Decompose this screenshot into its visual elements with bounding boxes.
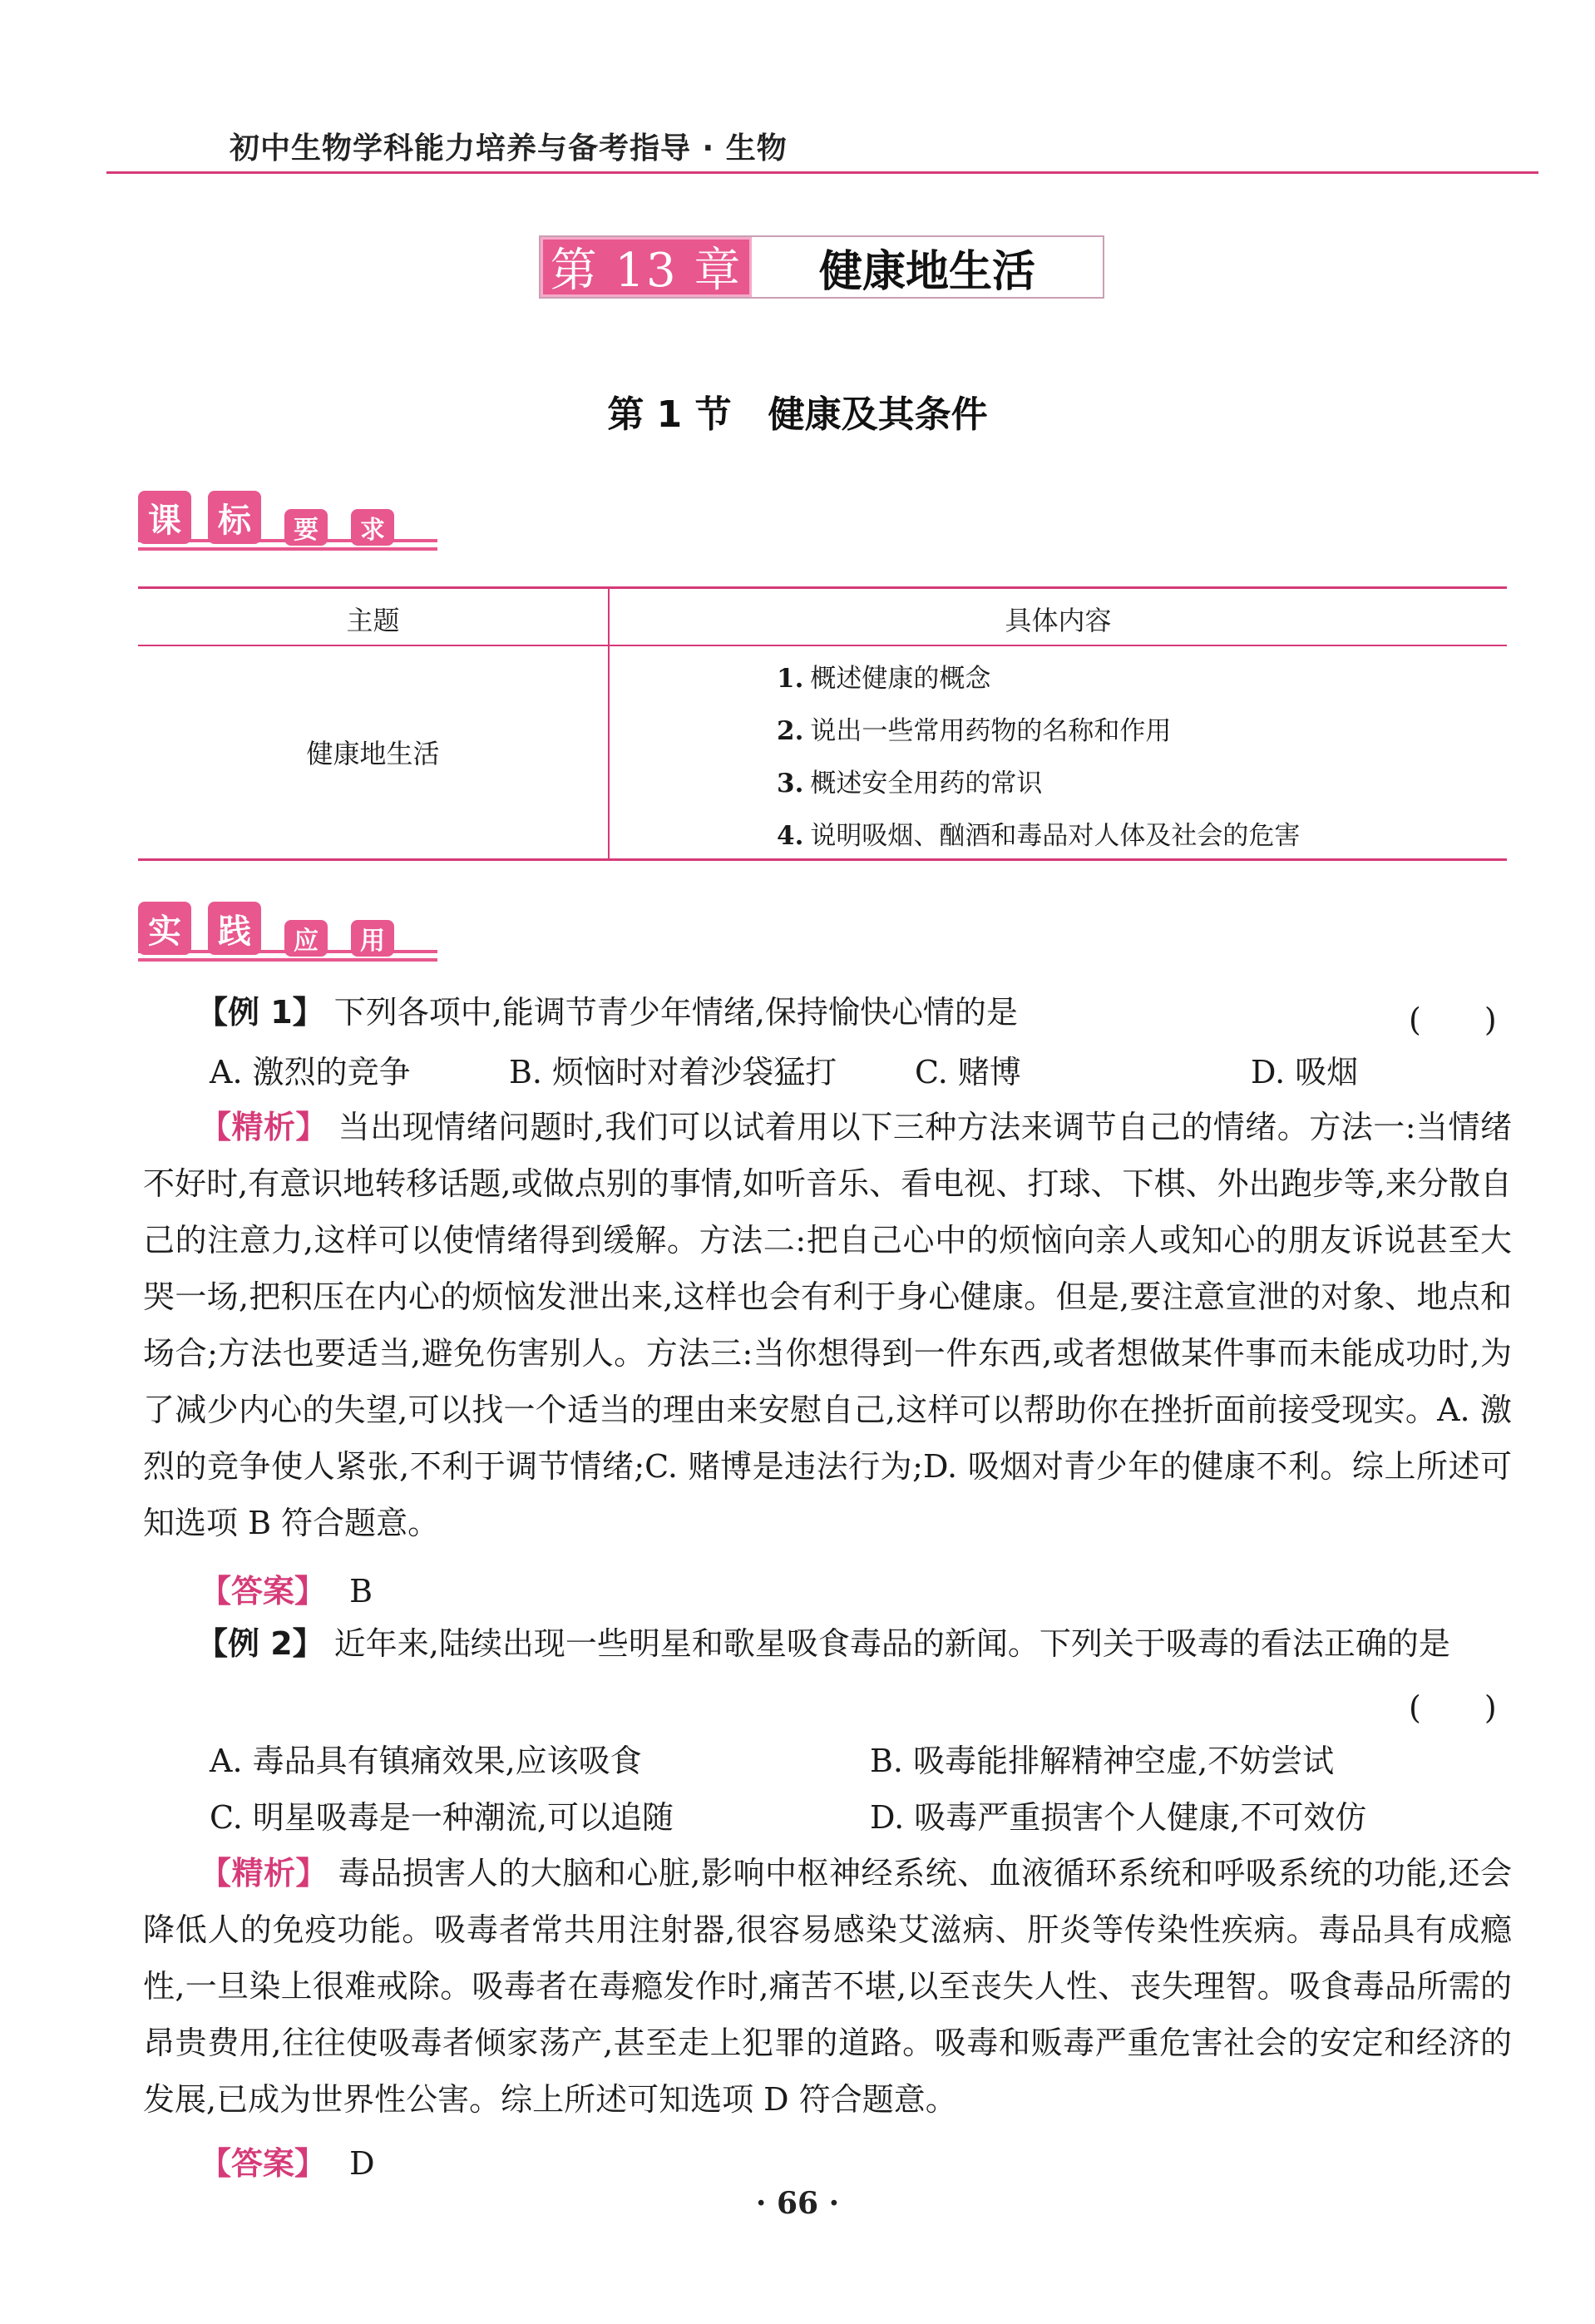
example1-question xyxy=(196,984,1377,1041)
option: B. 烦恼时对着沙袋猛打 xyxy=(509,1054,837,1090)
example2-answer xyxy=(200,2138,375,2183)
practice-heading xyxy=(138,902,437,965)
option: C. 明星吸毒是一种潮流,可以追随 xyxy=(210,1799,674,1836)
item-text: 概述安全用药的常识 xyxy=(810,769,1043,799)
analysis-text: 毒品损害人的大脑和心脏,影响中枢神经系统、血液循环系统和呼吸系统的功能,还会降低人的免疫功能。吸毒者常共用注射器,很容易感染艾滋病、肝炎等传染性疾病。毒品具有成瘾性,一旦染上很难戒除。吸毒者在毒瘾发作时,痛苦不堪,以至丧失人性、丧失理智。吸食毒品所需的昂贵费用,往往使吸毒者倾家荡产,甚至走上犯罪的道路。吸毒和贩毒严重危害社会的安定和经济的发展,已成为世界性公害。综上所述可知选项 D 符合题意。 xyxy=(143,1855,1512,2118)
chapter-banner xyxy=(539,235,1104,299)
heading-char: 实 xyxy=(138,902,191,955)
question-text: 近年来,陆续出现一些明星和歌星吸食毒品的新闻。下列关于吸毒的看法正确的是 xyxy=(333,1625,1450,1662)
column-header-topic: 主题 xyxy=(346,605,400,636)
header-rule xyxy=(106,171,1538,174)
option: B. 吸毒能排解精神空虚,不妨尝试 xyxy=(870,1743,1335,1779)
chapter-title: 健康地生活 xyxy=(818,246,1035,297)
example-label: 【例 2】 xyxy=(196,1625,324,1662)
item-text: 说明吸烟、酗酒和毒品对人体及社会的危害 xyxy=(810,821,1301,851)
analysis-tag: 【精析】 xyxy=(200,1855,328,1891)
heading-char: 求 xyxy=(351,509,394,546)
example1-analysis xyxy=(143,1099,1512,1551)
heading-char: 课 xyxy=(138,491,191,544)
heading-char: 用 xyxy=(351,920,394,957)
answer-paren: ( ) xyxy=(1409,1001,1497,1038)
page-number: · 66 · xyxy=(755,2186,840,2221)
running-head: 初中生物学科能力培养与备考指导 · 生物 xyxy=(230,131,788,166)
option: A. 激烈的竞争 xyxy=(210,1054,411,1090)
list-item xyxy=(777,653,1300,705)
table-rule xyxy=(138,586,1507,589)
option: D. 吸毒严重损害个人健康,不可效仿 xyxy=(870,1799,1367,1836)
example2-question xyxy=(196,1615,1518,1672)
curriculum-heading xyxy=(138,491,437,554)
option: D. 吸烟 xyxy=(1251,1054,1359,1090)
heading-char: 践 xyxy=(208,902,261,955)
heading-underline xyxy=(138,547,437,551)
item-number: 2. xyxy=(777,716,804,746)
question-text: 下列各项中,能调节青少年情绪,保持愉快心情的是 xyxy=(333,994,1018,1031)
option: C. 赌博 xyxy=(915,1054,1021,1090)
example-label: 【例 1】 xyxy=(196,994,324,1031)
answer-tag: 【答案】 xyxy=(200,2145,327,2182)
heading-underline xyxy=(138,958,437,962)
list-item xyxy=(777,758,1300,810)
heading-char: 标 xyxy=(208,491,261,544)
list-item xyxy=(777,705,1300,758)
item-number: 3. xyxy=(777,769,804,799)
answer-value: B xyxy=(349,1573,373,1609)
list-item xyxy=(777,810,1300,863)
example2-analysis xyxy=(143,1845,1512,2128)
option: A. 毒品具有镇痛效果,应该吸食 xyxy=(210,1743,642,1779)
content-list xyxy=(777,653,1300,863)
answer-paren: ( ) xyxy=(1409,1689,1497,1726)
item-text: 说出一些常用药物的名称和作用 xyxy=(810,716,1172,746)
answer-value: D xyxy=(349,2145,375,2182)
analysis-tag: 【精析】 xyxy=(200,1109,328,1145)
analysis-text: 当出现情绪问题时,我们可以试着用以下三种方法来调节自己的情绪。方法一:当情绪不好时,有意识地转移话题,或做点别的事情,如听音乐、看电视、打球、下棋、外出跑步等,来分散自己的注意力,这样可以使情绪得到缓解。方法二:把自己心中的烦恼向亲人或知心的朋友诉说甚至大哭一场,把积压在内心的烦恼发泄出来,这样也会有利于身心健康。但是,要注意宣泄的对象、地点和场合;方法也要适当,避免伤害别人。方法三:当你想得到一件东西,或者想做某件事而未能成功时,为了减少内心的失望,可以找一个适当的理由来安慰自己,这样可以帮助你在挫折面前接受现实。A. 激烈的竞争使人紧张,不利于调节情绪;C. 赌博是违法行为;D. 吸烟对青少年的健康不利。综上所述可知选项 B 符合题意。 xyxy=(143,1109,1512,1541)
answer-tag: 【答案】 xyxy=(200,1573,327,1609)
column-header-content: 具体内容 xyxy=(1005,605,1112,636)
table-cell-topic: 健康地生活 xyxy=(306,738,440,769)
item-number: 1. xyxy=(777,664,804,694)
section-title: 第 1 节 健康及其条件 xyxy=(607,393,988,436)
example1-answer xyxy=(200,1565,373,1611)
chapter-number: 第 13 章 xyxy=(541,237,752,297)
item-text: 概述健康的概念 xyxy=(810,664,991,694)
heading-char: 要 xyxy=(284,509,328,546)
table-rule xyxy=(138,645,1507,646)
item-number: 4. xyxy=(777,821,804,851)
heading-char: 应 xyxy=(284,920,328,957)
